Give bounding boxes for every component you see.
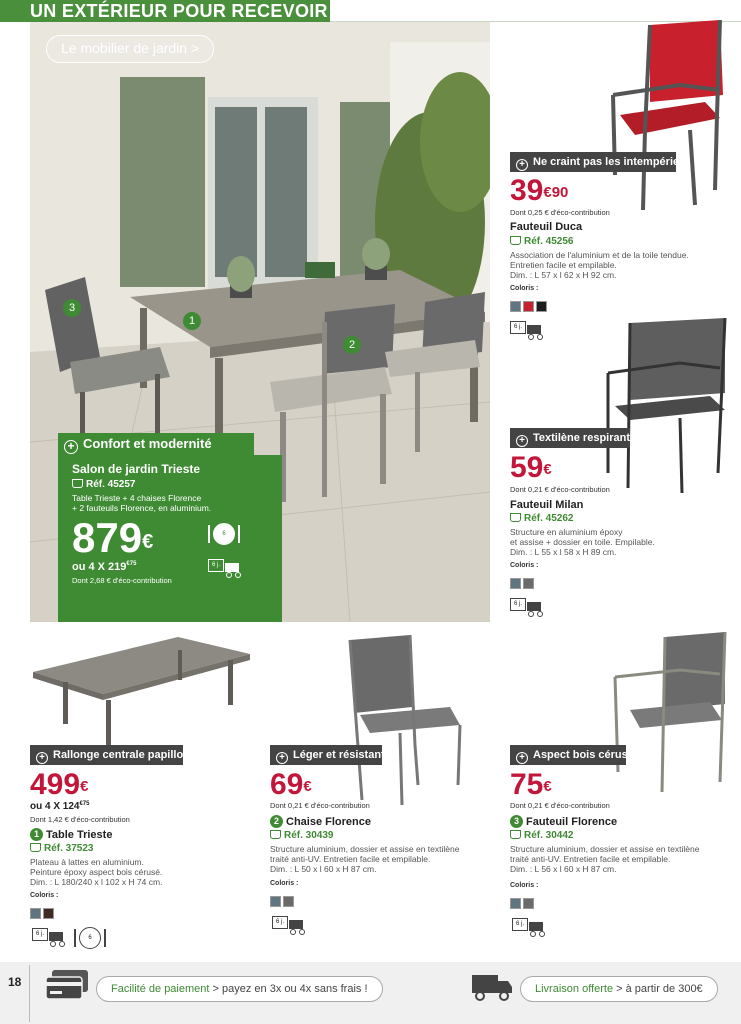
fauteuil-florence-description: Structure aluminium, dossier et assise en textilène traité anti-UV. Entretien facile et empilable. Dim. : L 56 x l 60 x H 87 cm. <box>510 844 700 874</box>
plus-icon: + <box>516 159 528 171</box>
duca-eco: Dont 0,25 € d'éco-contribution <box>510 208 610 217</box>
table-description: Plateau à lattes en aluminium. Peinture époxy aspect bois cérusé. Dim. : L 180/240 x l 102 x H 74 cm. <box>30 857 163 887</box>
basket-icon <box>270 830 281 839</box>
plus-icon: + <box>64 440 78 454</box>
credit-card-icon <box>44 968 92 1002</box>
basket-icon <box>510 830 521 839</box>
fauteuil-florence-delivery-icon: 6 j. <box>512 917 548 939</box>
swatch-grey[interactable] <box>283 896 294 907</box>
table-price: 499€ <box>30 768 89 801</box>
milan-price: 59€ <box>510 451 552 484</box>
fauteuil-florence-feature-tag: + Aspect bois cérusé <box>510 745 626 765</box>
chaise-ref: Réf. 30439 <box>270 830 333 841</box>
table-name: 1 Table Trieste <box>30 828 112 841</box>
fauteuil-florence-swatches <box>510 896 536 914</box>
table-swatches <box>30 906 56 924</box>
hero-eco-contribution: Dont 2,68 € d'éco-contribution <box>72 576 172 585</box>
duca-description: Association de l'aluminium et de la toile tendue. Entretien facile et empilable. Dim. : L 57 x l 62 x H 92 cm. <box>510 250 689 280</box>
duca-delivery-icon: 6 j. <box>510 320 546 342</box>
milan-ref: Réf. 45262 <box>510 513 573 524</box>
table-coloris-label: Coloris : <box>30 892 59 899</box>
hero-price: 879€ <box>72 514 154 561</box>
hero-product-name: Salon de jardin Trieste <box>72 462 201 476</box>
duca-name: Fauteuil Duca <box>510 221 583 233</box>
table-trieste-image <box>28 632 253 752</box>
duca-feature-tag: + Ne craint pas les intempéries <box>510 152 676 172</box>
fauteuil-florence-name: 3 Fauteuil Florence <box>510 815 617 828</box>
table-installments: ou 4 X $124^{€75}$ <box>30 801 90 812</box>
chaise-price: 69€ <box>270 768 312 801</box>
milan-description: Structure en aluminium époxy et assise + dossier en toile. Empilable. Dim. : L 55 x l 58 x H 89 cm. <box>510 527 655 557</box>
hero-delivery-icon: 6 j. <box>208 558 244 580</box>
fauteuil-florence-eco: Dont 0,21 € d'éco-contribution <box>510 801 610 810</box>
chaise-swatches <box>270 894 296 912</box>
footer-divider <box>29 965 30 1022</box>
table-delivery-icon: 6 j. <box>32 927 68 949</box>
basket-icon <box>510 236 521 245</box>
basket-icon <box>72 479 83 488</box>
plus-icon: + <box>516 435 528 447</box>
table-ref: Réf. 37523 <box>30 843 93 854</box>
swatch-blue-grey[interactable] <box>30 908 41 919</box>
chaise-description: Structure aluminium, dossier et assise en textilène traité anti-UV. Entretien facile et empilable. Dim. : L 50 x l 60 x H 87 cm. <box>270 844 460 874</box>
hero-badge-3: 3 <box>63 299 84 317</box>
hero-badge-1: 1 <box>183 312 204 330</box>
chaise-eco: Dont 0,21 € d'éco-contribution <box>270 801 370 810</box>
table-feature-tag: + Rallonge centrale papillon <box>30 745 183 765</box>
swatch-blue-grey[interactable] <box>510 578 521 589</box>
plus-icon: + <box>276 752 288 764</box>
plus-icon: + <box>516 752 528 764</box>
chaise-florence-image <box>340 635 465 805</box>
milan-delivery-icon: 6 j. <box>510 597 546 619</box>
duca-armchair-image <box>595 20 735 220</box>
payment-banner[interactable]: Facilité de paiement > payez en 3x ou 4x sans frais ! <box>96 976 383 1002</box>
hero-feature-tag: + Confort et modernité <box>58 433 254 455</box>
section-title: UN EXTÉRIEUR POUR RECEVOIR <box>30 1 328 21</box>
swatch-black[interactable] <box>536 301 547 312</box>
table-eco: Dont 1,42 € d'éco-contribution <box>30 815 130 824</box>
delivery-truck-icon <box>470 971 514 1003</box>
milan-name: Fauteuil Milan <box>510 499 584 511</box>
chaise-feature-tag: + Léger et résistant <box>270 745 382 765</box>
table-seats-icon: 6 <box>74 927 106 949</box>
milan-feature-tag: + Textilène respirant <box>510 428 630 448</box>
swatch-red[interactable] <box>523 301 534 312</box>
swatch-blue-grey[interactable] <box>270 896 281 907</box>
chaise-name: 2 Chaise Florence <box>270 815 371 828</box>
hero-ref: Réf. 45257 <box>72 479 135 490</box>
hero-badge-2: 2 <box>343 336 364 354</box>
hero-seats-icon: 6 <box>208 523 240 545</box>
swatch-grey[interactable] <box>523 578 534 589</box>
hero-installments: ou 4 X $219^{€75}$ <box>72 561 137 573</box>
fauteuil-florence-image <box>610 632 735 800</box>
swatch-blue-grey[interactable] <box>510 898 521 909</box>
duca-swatches <box>510 299 549 317</box>
chaise-coloris-label: Coloris : <box>270 880 299 887</box>
duca-ref: Réf. 45256 <box>510 236 573 247</box>
swatch-grey[interactable] <box>523 898 534 909</box>
plus-icon: + <box>36 752 48 764</box>
duca-price: $39^{€90}$ <box>510 174 569 207</box>
milan-swatches <box>510 576 536 594</box>
milan-eco: Dont 0,21 € d'éco-contribution <box>510 485 610 494</box>
basket-icon <box>30 843 41 852</box>
fauteuil-florence-price: 75€ <box>510 768 552 801</box>
swatch-blue-grey[interactable] <box>510 301 521 312</box>
swatch-brown[interactable] <box>43 908 54 919</box>
fauteuil-florence-ref: Réf. 30442 <box>510 830 573 841</box>
chaise-delivery-icon: 6 j. <box>272 915 308 937</box>
hero-description: Table Trieste + 4 chaises Florence + 2 fauteuils Florence, en aluminium. <box>72 493 212 513</box>
page-number: 18 <box>8 975 22 989</box>
garden-furniture-link[interactable]: Le mobilier de jardin > <box>46 35 214 63</box>
free-delivery-banner[interactable]: Livraison offerte > à partir de 300€ <box>520 976 718 1002</box>
basket-icon <box>510 513 521 522</box>
milan-armchair-image <box>600 318 735 498</box>
fauteuil-florence-coloris-label: Coloris : <box>510 882 539 889</box>
milan-coloris-label: Coloris : <box>510 562 539 569</box>
duca-coloris-label: Coloris : <box>510 285 539 292</box>
